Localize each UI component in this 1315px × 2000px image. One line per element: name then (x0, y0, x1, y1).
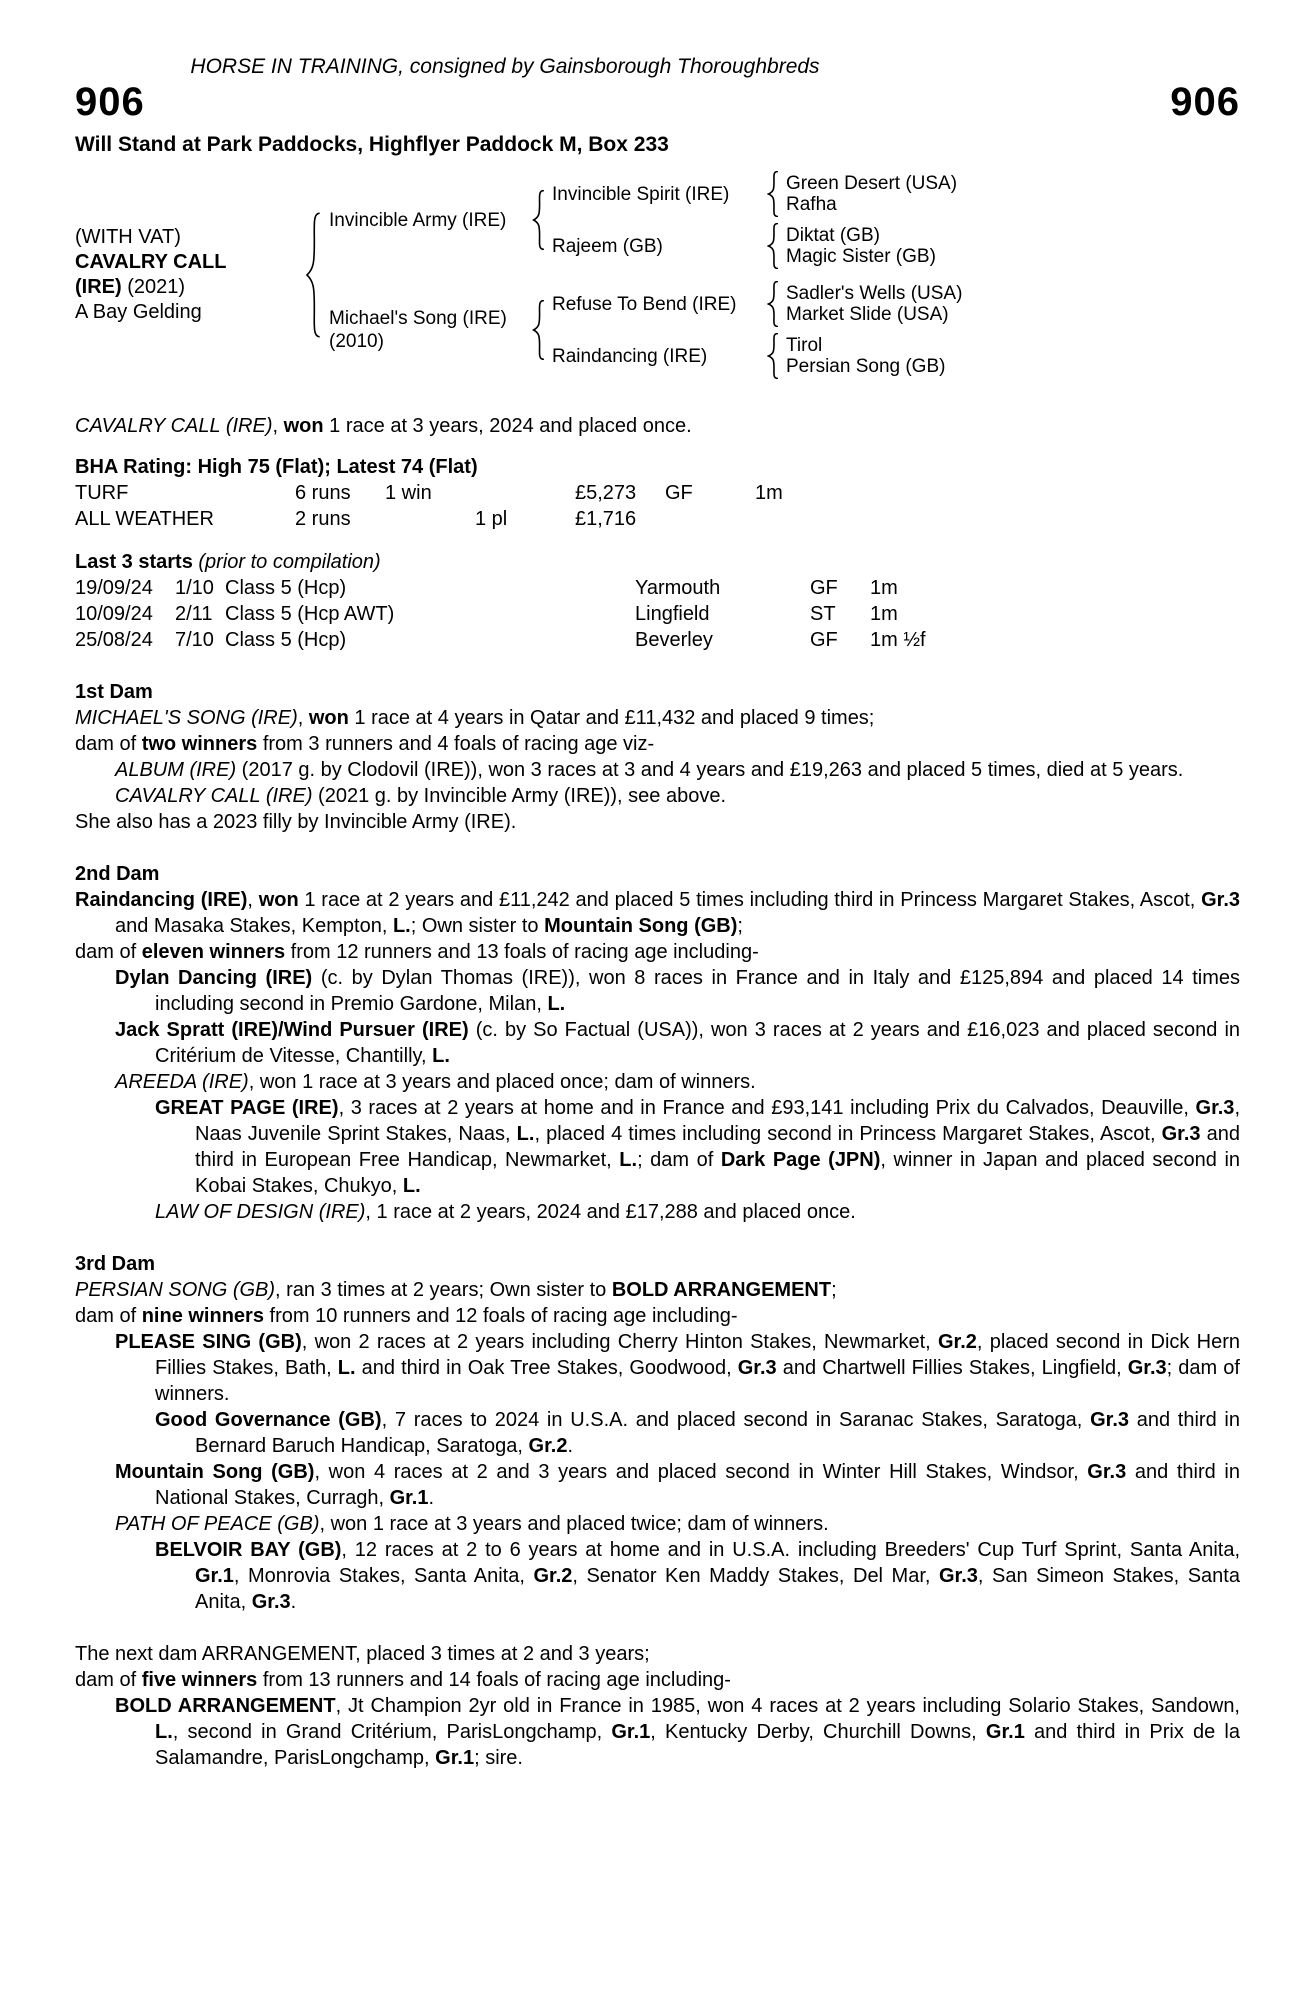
stats-cell (475, 480, 575, 506)
ancestor-name: Sadler's Wells (USA) (786, 283, 963, 304)
pedigree-pair-block (552, 223, 957, 269)
para: AREEDA (IRE), won 1 race at 3 years and placed once; dam of winners. (115, 1071, 756, 1093)
stats-cell (665, 506, 755, 532)
form-cell: Beverley (635, 629, 713, 651)
dam-sire-name: Refuse To Bend (IRE) (552, 293, 737, 315)
para: dam of nine winners from 10 runners and 12 foals of racing age including- (75, 1305, 738, 1327)
ancestor-name: Market Slide (USA) (786, 304, 949, 325)
section-1st-dam (75, 679, 1240, 835)
form-cell: Class 5 (Hcp AWT) (225, 603, 395, 625)
para: dam of two winners from 3 runners and 4 foals of racing age viz- (75, 733, 655, 755)
stats-cell: 1 win (385, 482, 432, 504)
dam-heading: 2nd Dam (75, 863, 160, 885)
dam-dam-name: Raindancing (IRE) (552, 345, 708, 367)
pedigree-pair-block (552, 333, 962, 379)
consignor-line: HORSE IN TRAINING, consigned by Gainsborough Thoroughbreds (190, 55, 820, 78)
form-cell: ST (810, 603, 836, 625)
dam-branch (329, 281, 962, 379)
form-cell: 1m ½f (870, 629, 926, 651)
form-cell: 7/10 (175, 629, 214, 651)
sire-dam-name: Rajeem (GB) (552, 235, 663, 257)
subject-horse-block (75, 225, 297, 325)
para: dam of eleven winners from 12 runners and 13 foals of racing age including- (75, 941, 759, 963)
ancestor-name: Rafha (786, 194, 837, 215)
para: Raindancing (IRE), won 1 race at 2 years and £11,242 and placed 5 times including third in Princess Margaret Stakes, Ascot, Gr.3 and Masaka Stakes, Kempton, L.; Own sister to Mountain Song (GB); (75, 889, 1240, 937)
para: LAW OF DESIGN (IRE), 1 race at 2 years, 2024 and £17,288 and placed once. (155, 1201, 856, 1223)
stats-cell: 2 runs (295, 508, 351, 530)
para: PATH OF PEACE (GB), won 1 race at 3 years and placed twice; dam of winners. (115, 1513, 829, 1535)
stats-cell: £1,716 (575, 508, 637, 530)
dam-heading: 3rd Dam (75, 1253, 156, 1275)
stats-cell: GF (665, 482, 693, 504)
last3-table (75, 575, 1240, 653)
ancestor-name: Diktat (GB) (786, 225, 880, 246)
subject-horse-name: CAVALRY CALL (75, 251, 227, 273)
para: Dylan Dancing (IRE) (c. by Dylan Thomas (IRE)), won 8 races in France and in Italy and £125,894 and placed 14 times including second in Premio Gardone, Milan, L. (115, 967, 1241, 1015)
para: PERSIAN SONG (GB), ran 3 times at 2 years; Own sister to BOLD ARRANGEMENT; (75, 1279, 837, 1301)
ancestor-name: Tirol (786, 335, 823, 356)
form-cell: GF (810, 577, 838, 599)
vat-note: (WITH VAT) (75, 226, 181, 248)
stats-row (75, 506, 1240, 532)
lot-number-row (75, 81, 1240, 123)
para: The next dam ARRANGEMENT, placed 3 times at 2 and 3 years; (75, 1643, 650, 1665)
subject-origin-year: (IRE) (2021) (75, 276, 186, 298)
para: BELVOIR BAY (GB), 12 races at 2 to 6 years at home and in U.S.A. including Breeders' Cup Turf Sprint, Santa Anita, Gr.1, Monrovia Stakes, Santa Anita, Gr.2, Senator Ken Maddy Stakes, Del Mar, Gr.3, San Simeon Stakes, Santa Anita, Gr.3. (155, 1539, 1240, 1613)
stats-cell: 1m (755, 482, 783, 504)
stats-cell (755, 506, 1240, 532)
form-cell: 2/11 (175, 603, 213, 625)
pedigree-generations (329, 171, 962, 379)
form-cell: Yarmouth (635, 577, 721, 599)
race-summary: CAVALRY CALL (IRE), won 1 race at 3 years, 2024 and placed once. (75, 415, 692, 437)
brace-icon (532, 300, 545, 360)
great-grandparent-pair (786, 225, 936, 267)
brace-icon (767, 333, 779, 379)
stats-cell: ALL WEATHER (75, 508, 214, 530)
ancestor-name: Magic Sister (GB) (786, 246, 936, 267)
dam-year: (2010) (329, 331, 384, 352)
form-cell: 1m (870, 577, 898, 599)
brace-icon (767, 223, 779, 269)
stats-row (75, 480, 1240, 506)
catalogue-body (75, 413, 1240, 1771)
dam-grandparents (552, 281, 962, 379)
form-row (75, 627, 1240, 653)
stats-cell: 1 pl (475, 508, 508, 530)
sire-branch (329, 171, 962, 269)
bha-rating-line: BHA Rating: High 75 (Flat); Latest 74 (Flat) (75, 456, 478, 478)
form-cell: GF (810, 629, 838, 651)
last3-title: Last 3 starts (prior to compilation) (75, 551, 381, 573)
brace-icon (767, 171, 779, 217)
form-cell: Lingfield (635, 603, 710, 625)
sire-sire-name: Invincible Spirit (IRE) (552, 183, 730, 205)
para: PLEASE SING (GB), won 2 races at 2 years including Cherry Hinton Stakes, Newmarket, Gr.2, placed second in Dick Hern Fillies Stakes, Bath, L. and third in Oak Tree Stakes, Goodwood, Gr.3 and Chartwell Fillies Stakes, Lingfield, Gr.3; dam of winners. (115, 1331, 1240, 1405)
para: Mountain Song (GB), won 4 races at 2 and 3 years and placed second in Winter Hill Stakes, Windsor, Gr.3 and third in National Stakes, Curragh, Gr.1. (115, 1461, 1240, 1509)
section-next-dam (75, 1641, 1240, 1771)
stats-cell (385, 506, 475, 532)
stats-cell: £5,273 (575, 482, 637, 504)
great-grandparent-pair (786, 283, 962, 325)
section-3rd-dam (75, 1251, 1240, 1615)
race-stats-table (75, 480, 1240, 532)
sire-grandparents (552, 171, 957, 269)
dam-name-block (329, 307, 525, 353)
stats-cell: TURF (75, 482, 129, 504)
form-row (75, 575, 1240, 601)
subject-description: A Bay Gelding (75, 301, 202, 323)
great-grandparent-pair (786, 335, 945, 377)
great-grandparent-pair (786, 173, 957, 215)
dam-heading: 1st Dam (75, 681, 153, 703)
para: GREAT PAGE (IRE), 3 races at 2 years at home and in France and £93,141 including Prix du Calvados, Deauville, Gr.3, Naas Juvenile Sprint Stakes, Naas, L., placed 4 times including second in Princess Margaret Stakes, Ascot, Gr.3 and third in European Free Handicap, Newmarket, L.; dam of Dark Page (JPN), winner in Japan and placed second in Kobai Stakes, Chukyo, L. (155, 1097, 1241, 1197)
pedigree-table (75, 171, 1240, 379)
para: She also has a 2023 filly by Invincible Army (IRE). (75, 811, 517, 833)
lot-number-left: 906 (75, 80, 145, 124)
para: dam of five winners from 13 runners and 14 foals of racing age including- (75, 1669, 731, 1691)
form-cell: Class 5 (Hcp) (225, 629, 347, 651)
stats-cell: 6 runs (295, 482, 351, 504)
form-cell: Class 5 (Hcp) (225, 577, 347, 599)
consignor-wrap (75, 55, 935, 79)
stand-location-line: Will Stand at Park Paddocks, Highflyer Paddock M, Box 233 (75, 133, 669, 156)
form-cell: 19/09/24 (75, 577, 153, 599)
form-cell: 25/08/24 (75, 629, 153, 651)
pedigree-pair-block (552, 281, 962, 327)
form-cell: 10/09/24 (75, 603, 153, 625)
para: Good Governance (GB), 7 races to 2024 in U.S.A. and placed second in Saranac Stakes, Saratoga, Gr.3 and third in Bernard Baruch Handicap, Saratoga, Gr.2. (155, 1409, 1241, 1457)
form-cell: 1m (870, 603, 898, 625)
form-cell: 1/10 (175, 577, 214, 599)
brace-icon (532, 190, 545, 250)
para: MICHAEL'S SONG (IRE), won 1 race at 4 years in Qatar and £11,432 and placed 9 times; (75, 707, 875, 729)
sire-name: Invincible Army (IRE) (329, 209, 507, 231)
section-2nd-dam (75, 861, 1240, 1225)
para: Jack Spratt (IRE)/Wind Pursuer (IRE) (c. by So Factual (USA)), won 3 races at 2 years and £16,023 and placed second in Critérium de Vitesse, Chantilly, L. (115, 1019, 1241, 1067)
brace-icon (305, 212, 321, 338)
form-row (75, 601, 1240, 627)
brace-icon (767, 281, 779, 327)
dam-name: Michael's Song (IRE) (329, 308, 507, 329)
lot-number-right: 906 (1170, 80, 1240, 124)
para: BOLD ARRANGEMENT, Jt Champion 2yr old in France in 1985, won 4 races at 2 years including Solario Stakes, Sandown, L., second in Grand Critérium, ParisLongchamp, Gr.1, Kentucky Derby, Churchill Downs, Gr.1 and third in Prix de la Salamandre, ParisLongchamp, Gr.1; sire. (115, 1695, 1240, 1769)
ancestor-name: Persian Song (GB) (786, 356, 946, 377)
para: CAVALRY CALL (IRE) (2021 g. by Invincible Army (IRE)), see above. (115, 785, 727, 807)
para: ALBUM (IRE) (2017 g. by Clodovil (IRE)), won 3 races at 3 and 4 years and £19,263 and placed 5 times, died at 5 years. (115, 759, 1184, 781)
pedigree-pair-block (552, 171, 957, 217)
ancestor-name: Green Desert (USA) (786, 173, 958, 194)
